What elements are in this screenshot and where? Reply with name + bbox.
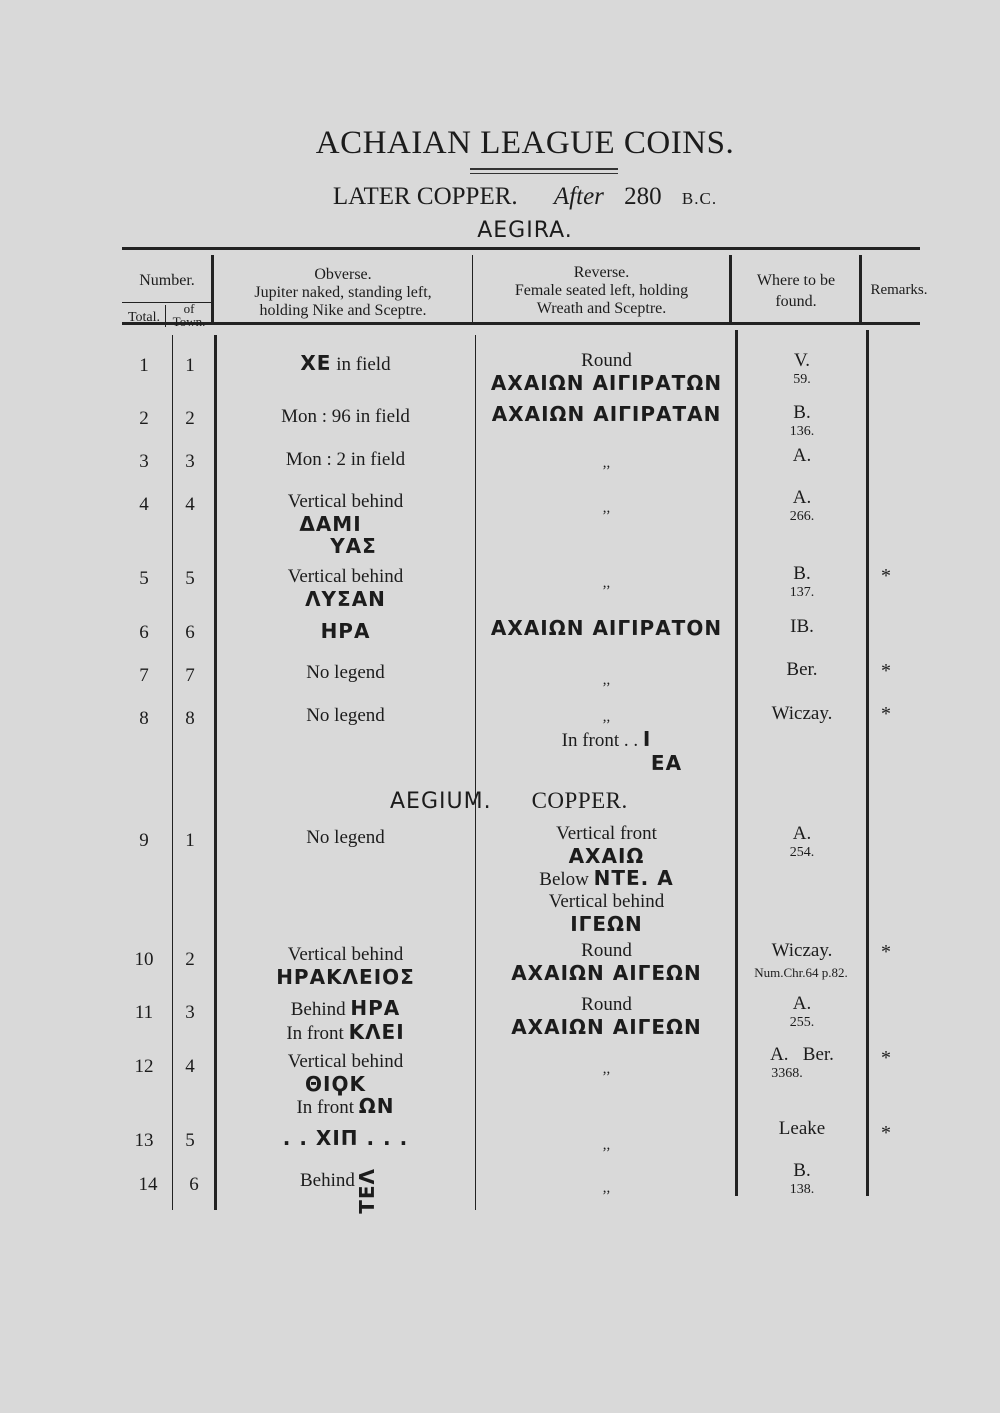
location-ref: 138. <box>789 1182 815 1197</box>
obverse-text: Vertical behind <box>287 944 404 965</box>
reverse-legend: ΑΧΑΙΩ <box>568 844 645 868</box>
location-ref: 59. <box>793 372 811 387</box>
remark-asterisk: * <box>881 1047 891 1069</box>
obverse-text <box>218 1095 473 1119</box>
reverse-text: Round <box>581 940 632 961</box>
location-ref: 137. <box>789 585 815 600</box>
reverse-text: Vertical front <box>556 823 657 844</box>
reverse-cell <box>478 940 735 984</box>
location-text: Wiczay. <box>771 703 833 724</box>
subtitle-year: 280 <box>624 183 662 210</box>
location-text: Leake <box>778 1118 826 1139</box>
obverse-legend: ΘΙϘΚ <box>305 1072 366 1096</box>
table-top-rule <box>122 247 920 250</box>
location-cell <box>738 940 866 984</box>
obverse-text-label: In front <box>286 1023 344 1044</box>
location-cell <box>738 1160 866 1198</box>
row-total: 10 <box>134 949 154 970</box>
location-text: V. <box>793 350 811 371</box>
row-total: 1 <box>139 355 149 376</box>
location-ref: 266. <box>789 509 815 524</box>
header-obverse <box>214 266 472 320</box>
location-cell <box>738 350 866 388</box>
obverse-cell <box>218 352 473 376</box>
location-cell <box>738 993 866 1031</box>
row-town: 1 <box>185 830 195 851</box>
subtitle-text: LATER COPPER. <box>332 183 518 210</box>
remark-asterisk: * <box>881 660 891 682</box>
obverse-text: Mon : 96 in field <box>281 406 410 427</box>
location-cell <box>738 563 866 601</box>
obverse-legend: ΚΛΕΙ <box>348 1020 405 1044</box>
obverse-text-label: Behind <box>290 999 346 1020</box>
row-total: 7 <box>139 665 149 686</box>
location-ref: 3368. <box>771 1066 803 1081</box>
reverse-text <box>478 728 735 752</box>
header-where <box>732 270 860 312</box>
reverse-ditto: ,, <box>602 1180 611 1196</box>
header-number: Number. <box>139 272 195 289</box>
obverse-legend: ΛΥΣΑΝ <box>305 587 386 611</box>
location-text: A. <box>792 993 812 1014</box>
obverse-cell <box>218 1051 473 1119</box>
obverse-text: No legend <box>306 827 385 848</box>
reverse-legend: ΝΤΕ. Α <box>593 866 674 890</box>
location-text: A. <box>792 487 812 508</box>
row-town: 2 <box>185 949 195 970</box>
row-town: 8 <box>185 708 195 729</box>
location-text: A. <box>792 823 812 844</box>
row-town: 3 <box>185 1002 195 1023</box>
row-total: 14 <box>138 1174 158 1195</box>
subtitle-after: After <box>553 183 604 210</box>
reverse-ditto: ,, <box>602 709 611 725</box>
reverse-cell <box>478 706 735 774</box>
row-town: 4 <box>185 1056 195 1077</box>
row-total: 8 <box>139 708 149 729</box>
location-text: Wiczay. <box>771 940 833 961</box>
obverse-legend: . . ΧΙΠ . . . <box>282 1126 409 1150</box>
reverse-text: Round <box>581 994 632 1015</box>
row-town: 6 <box>185 622 195 643</box>
obverse-text: No legend <box>306 662 385 683</box>
location-cell <box>738 487 866 525</box>
remark-asterisk: * <box>881 565 891 587</box>
remark-asterisk: * <box>881 941 891 963</box>
reverse-cell <box>478 823 735 935</box>
obverse-text: Mon : 2 in field <box>285 449 406 470</box>
header-remarks: Remarks. <box>870 282 928 298</box>
location-cell <box>738 823 866 861</box>
location-text: Ber. <box>786 659 818 680</box>
row-total: 3 <box>139 451 149 472</box>
reverse-ditto: ,, <box>602 575 611 591</box>
header-where-line: found. <box>775 293 817 310</box>
subtitle-era: B.C. <box>681 189 718 208</box>
header-obverse-desc: holding Nike and Sceptre. <box>259 302 427 319</box>
obverse-text <box>218 1021 473 1045</box>
row-town: 4 <box>185 494 195 515</box>
obverse-legend: ΩΝ <box>358 1094 395 1118</box>
row-total: 13 <box>134 1130 154 1151</box>
reverse-legend: ΑΧΑΙΩΝ ΑΙΓΙΡΑΤΩΝ <box>490 371 723 395</box>
reverse-cell <box>478 350 735 394</box>
reverse-text-label: In front . . <box>561 730 639 751</box>
row-total: 11 <box>134 1002 154 1023</box>
obverse-text: No legend <box>306 705 385 726</box>
location-text: A. <box>792 445 812 466</box>
row-town: 2 <box>185 408 195 429</box>
row-town: 1 <box>185 355 195 376</box>
remark-asterisk: * <box>881 703 891 725</box>
row-town: 3 <box>185 451 195 472</box>
header-where-line: Where to be <box>756 272 836 289</box>
obverse-legend: ΧΕ <box>300 351 332 375</box>
obverse-legend: ΗΡΑ <box>350 996 401 1020</box>
col-rule <box>214 335 217 1210</box>
row-town: 6 <box>189 1174 199 1195</box>
reverse-ditto: ,, <box>602 455 611 471</box>
location-ref: 136. <box>789 424 815 439</box>
reverse-legend: ΙΓΕΩΝ <box>570 912 643 936</box>
obverse-cell <box>218 944 473 988</box>
obverse-text: in field <box>336 354 391 375</box>
reverse-text: Vertical behind <box>548 891 665 912</box>
reverse-cell <box>478 994 735 1038</box>
location-text: B. <box>793 402 811 423</box>
page-title: ACHAIAN LEAGUE COINS. <box>315 125 735 161</box>
obverse-text-label: In front <box>296 1097 354 1118</box>
header-reverse <box>473 264 730 318</box>
reverse-ditto: ,, <box>602 1137 611 1153</box>
reverse-legend: ΕΑ <box>650 751 683 775</box>
row-total: 9 <box>139 830 149 851</box>
row-town: 7 <box>185 665 195 686</box>
reverse-ditto: ,, <box>602 500 611 516</box>
section-aegium <box>390 788 628 814</box>
header-reverse-desc: Female seated left, holding <box>514 282 689 299</box>
subtitle <box>0 183 1000 211</box>
location-ref: Num.Chr.64 p.82. <box>754 965 848 980</box>
header-total: Total. <box>127 310 161 325</box>
location-cell <box>738 1044 866 1082</box>
reverse-legend: ΑΧΑΙΩΝ ΑΙΓΕΩΝ <box>511 961 702 985</box>
obverse-legend: ΥΑΣ <box>330 534 377 558</box>
row-total: 6 <box>139 622 149 643</box>
location-ref: 254. <box>789 845 815 860</box>
row-total: 5 <box>139 568 149 589</box>
location-text: B. <box>793 563 811 584</box>
section-aegira: AEGIRA. <box>477 218 573 243</box>
header-obverse-title: Obverse. <box>314 266 372 283</box>
row-town: 5 <box>185 1130 195 1151</box>
reverse-legend: Ι <box>642 727 652 751</box>
location-text: IB. <box>790 616 814 637</box>
obverse-cell <box>218 491 473 557</box>
table-header-bottom-rule <box>122 322 920 325</box>
location-text: B. <box>793 1160 811 1181</box>
reverse-text <box>478 867 735 891</box>
col-rule <box>475 335 476 1210</box>
title-rule <box>470 173 618 174</box>
remark-asterisk: * <box>881 1122 891 1144</box>
header-reverse-title: Reverse. <box>573 264 630 281</box>
row-town: 5 <box>185 568 195 589</box>
header-reverse-desc: Wreath and Sceptre. <box>536 300 667 317</box>
obverse-cell <box>218 566 473 610</box>
header-obverse-desc: Jupiter naked, standing left, <box>254 284 432 301</box>
obverse-text: Vertical behind <box>287 1051 404 1072</box>
reverse-ditto: ,, <box>602 672 611 688</box>
location-text: A. Ber. <box>770 1044 834 1065</box>
obverse-cell <box>218 997 473 1045</box>
location-ref: 255. <box>789 1015 815 1030</box>
obverse-legend: ΔΑΜΙ <box>299 512 362 536</box>
reverse-text-label: Below <box>539 869 589 890</box>
reverse-legend: ΑΧΑΙΩΝ ΑΙΓΕΩΝ <box>511 1015 702 1039</box>
obverse-text: Behind <box>300 1170 355 1191</box>
obverse-legend: ΗΡΑ <box>320 619 371 643</box>
obverse-text <box>218 997 473 1021</box>
location-cell <box>738 402 866 440</box>
obverse-legend: ΗΡΑΚΛΕΙΟΣ <box>276 965 415 989</box>
section-aegium-metal: COPPER. <box>531 788 628 813</box>
row-total: 4 <box>139 494 149 515</box>
header-of: of <box>183 301 195 316</box>
reverse-legend: ΑΧΑΙΩΝ ΑΙΓΙΡΑΤΑΝ <box>491 402 722 426</box>
obverse-text: Vertical behind <box>287 566 404 587</box>
title-rule <box>470 168 618 170</box>
reverse-ditto: ,, <box>602 1061 611 1077</box>
row-total: 12 <box>134 1056 154 1077</box>
obverse-legend-vertical: ΤΕΛ <box>355 1168 379 1214</box>
header-town: Town. <box>172 314 206 329</box>
reverse-legend: ΑΧΑΙΩΝ ΑΙΓΙΡΑΤΟΝ <box>490 616 723 640</box>
reverse-text: Round <box>581 350 632 371</box>
row-total: 2 <box>139 408 149 429</box>
section-aegium-name: AEGIUM. <box>390 789 492 814</box>
obverse-text: Vertical behind <box>287 491 404 512</box>
